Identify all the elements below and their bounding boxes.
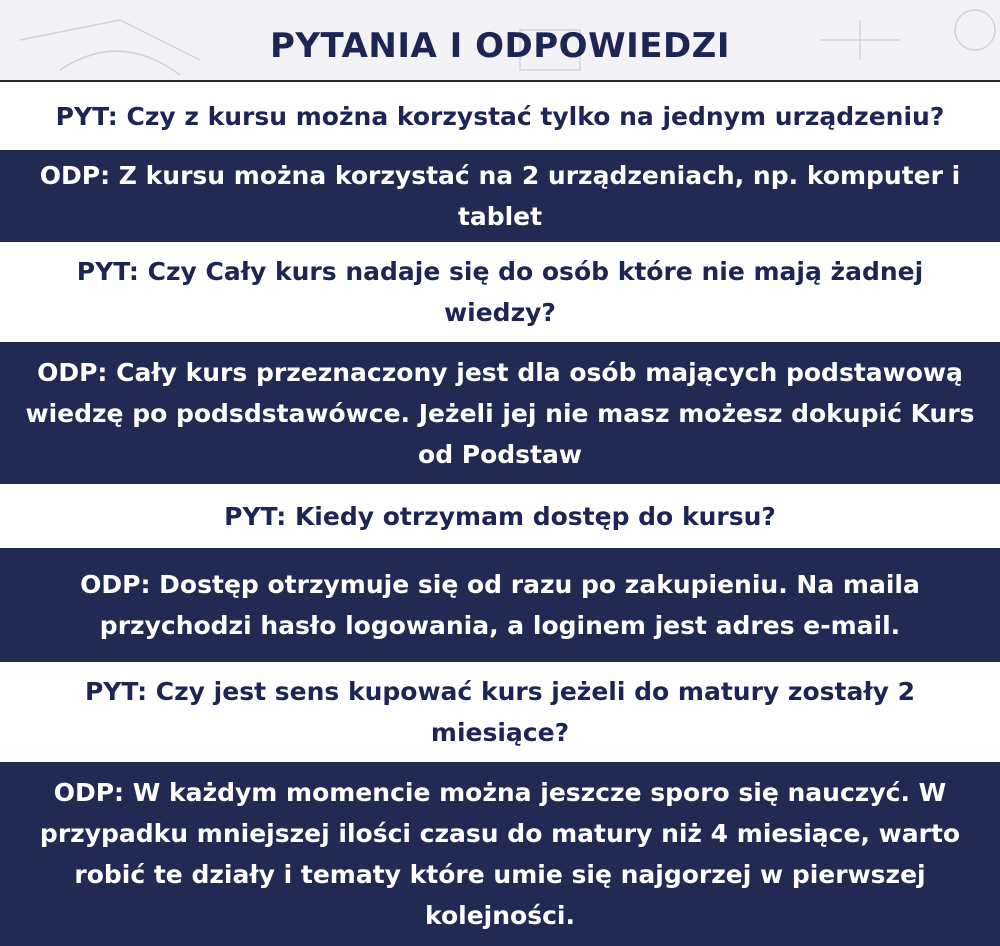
faq-question-4 [0,662,1000,762]
faq-answer-4 [0,762,1000,946]
faq-question-1 [0,82,1000,150]
question-text-4: PYT: Czy jest sens kupować kurs jeżeli do matury zostały 2 miesiące? [84,677,916,747]
question-text-1: PYT: Czy z kursu można korzystać tylko na jednym urządzeniu? [55,101,945,131]
page-title: PYTANIA I ODPOWIEDZI [269,26,730,66]
faq-answer-2 [0,342,1000,484]
answer-text-4: ODP: W każdym momencie można jeszcze sporo się nauczyć. W przypadku mniejszej ilości czasu do matury niż 4 miesiące, warto robić te działy i tematy które umie się najgorzej w pierwszej kolejności. [39,778,961,930]
question-text-3: PYT: Kiedy otrzymam dostęp do kursu? [224,501,776,531]
answer-text-1: ODP: Z kursu można korzystać na 2 urządzeniach, np. komputer i tablet [39,161,961,231]
header [0,0,1000,82]
answer-text-3: ODP: Dostęp otrzymuje się od razu po zakupieniu. Na maila przychodzi hasło logowania, a loginem jest adres e-mail. [80,570,920,640]
faq-question-2 [0,242,1000,342]
faq-answer-3 [0,548,1000,662]
faq-answer-1 [0,150,1000,242]
answer-text-2: ODP: Cały kurs przeznaczony jest dla osób mających podstawową wiedzę po podsdstawówce. Jeżeli jej nie masz możesz dokupić Kurs od Podstaw [25,357,975,469]
faq-question-3 [0,484,1000,548]
question-text-2: PYT: Czy Cały kurs nadaje się do osób które nie mają żadnej wiedzy? [76,257,924,327]
